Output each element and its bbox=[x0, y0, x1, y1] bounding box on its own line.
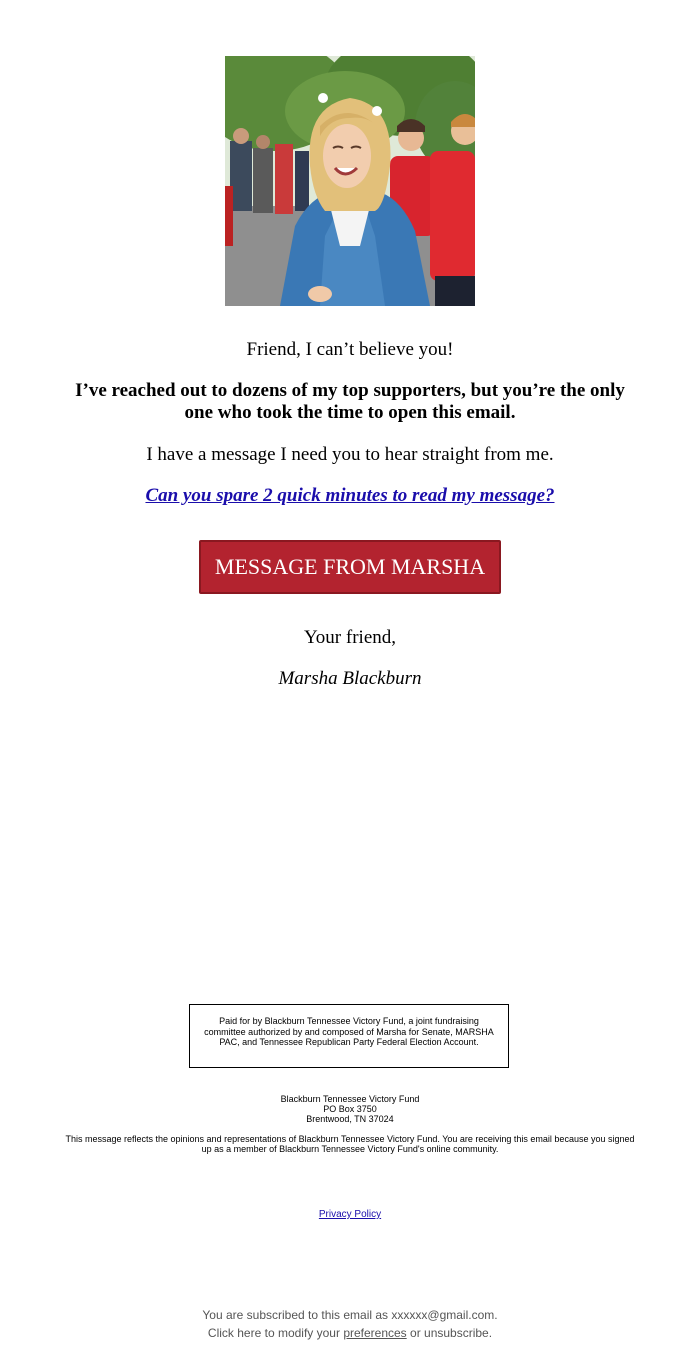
address-org: Blackburn Tennessee Victory Fund bbox=[280, 1094, 420, 1104]
hero-photo bbox=[225, 56, 475, 306]
read-message-link[interactable]: Can you spare 2 quick minutes to read my message? bbox=[145, 485, 555, 506]
message-from-marsha-button[interactable]: MESSAGE FROM MARSHA bbox=[199, 540, 501, 594]
modify-suffix: or unsubscribe. bbox=[406, 1326, 493, 1340]
signature-text: Marsha Blackburn bbox=[278, 668, 422, 689]
opinions-notice: This message reflects the opinions and representations of Blackburn Tennessee Victory Fund. You are receiving this email because you signed up as a member of Blackburn Tennessee Victory Fund's online community. bbox=[65, 1134, 635, 1154]
greeting-text: Friend, I can’t believe you! bbox=[246, 339, 454, 360]
hero-photo-illustration bbox=[225, 56, 475, 306]
subscribed-prefix: You are subscribed to this email as bbox=[202, 1308, 392, 1322]
paid-for-disclaimer: Paid for by Blackburn Tennessee Victory Fund, a joint fundraising committee authorized by and composed of Marsha for Senate, MARSHA PAC, and Tennessee Republican Party Federal Election Account. bbox=[189, 1004, 509, 1068]
modify-prefix: Click here to modify your bbox=[207, 1326, 344, 1340]
privacy-policy-link[interactable]: Privacy Policy bbox=[318, 1209, 382, 1220]
subscription-notice bbox=[100, 1306, 600, 1342]
subscribed-suffix: . bbox=[494, 1308, 498, 1322]
mailing-address bbox=[150, 1094, 550, 1124]
subscribed-email: xxxxxx@gmail.com bbox=[391, 1308, 495, 1322]
message-text: I have a message I need you to hear straight from me. bbox=[146, 444, 554, 465]
address-city: Brentwood, TN 37024 bbox=[306, 1114, 394, 1124]
privacy-section bbox=[250, 1209, 450, 1221]
signoff-text: Your friend, bbox=[303, 627, 396, 648]
subscribed-line bbox=[100, 1306, 600, 1324]
bold-message-text: I’ve reached out to dozens of my top supporters, but you’re the only one who took the time to open this email. bbox=[75, 380, 625, 423]
address-po-box: PO Box 3750 bbox=[323, 1104, 377, 1114]
modify-line bbox=[100, 1324, 600, 1342]
preferences-link[interactable]: preferences bbox=[343, 1326, 407, 1340]
